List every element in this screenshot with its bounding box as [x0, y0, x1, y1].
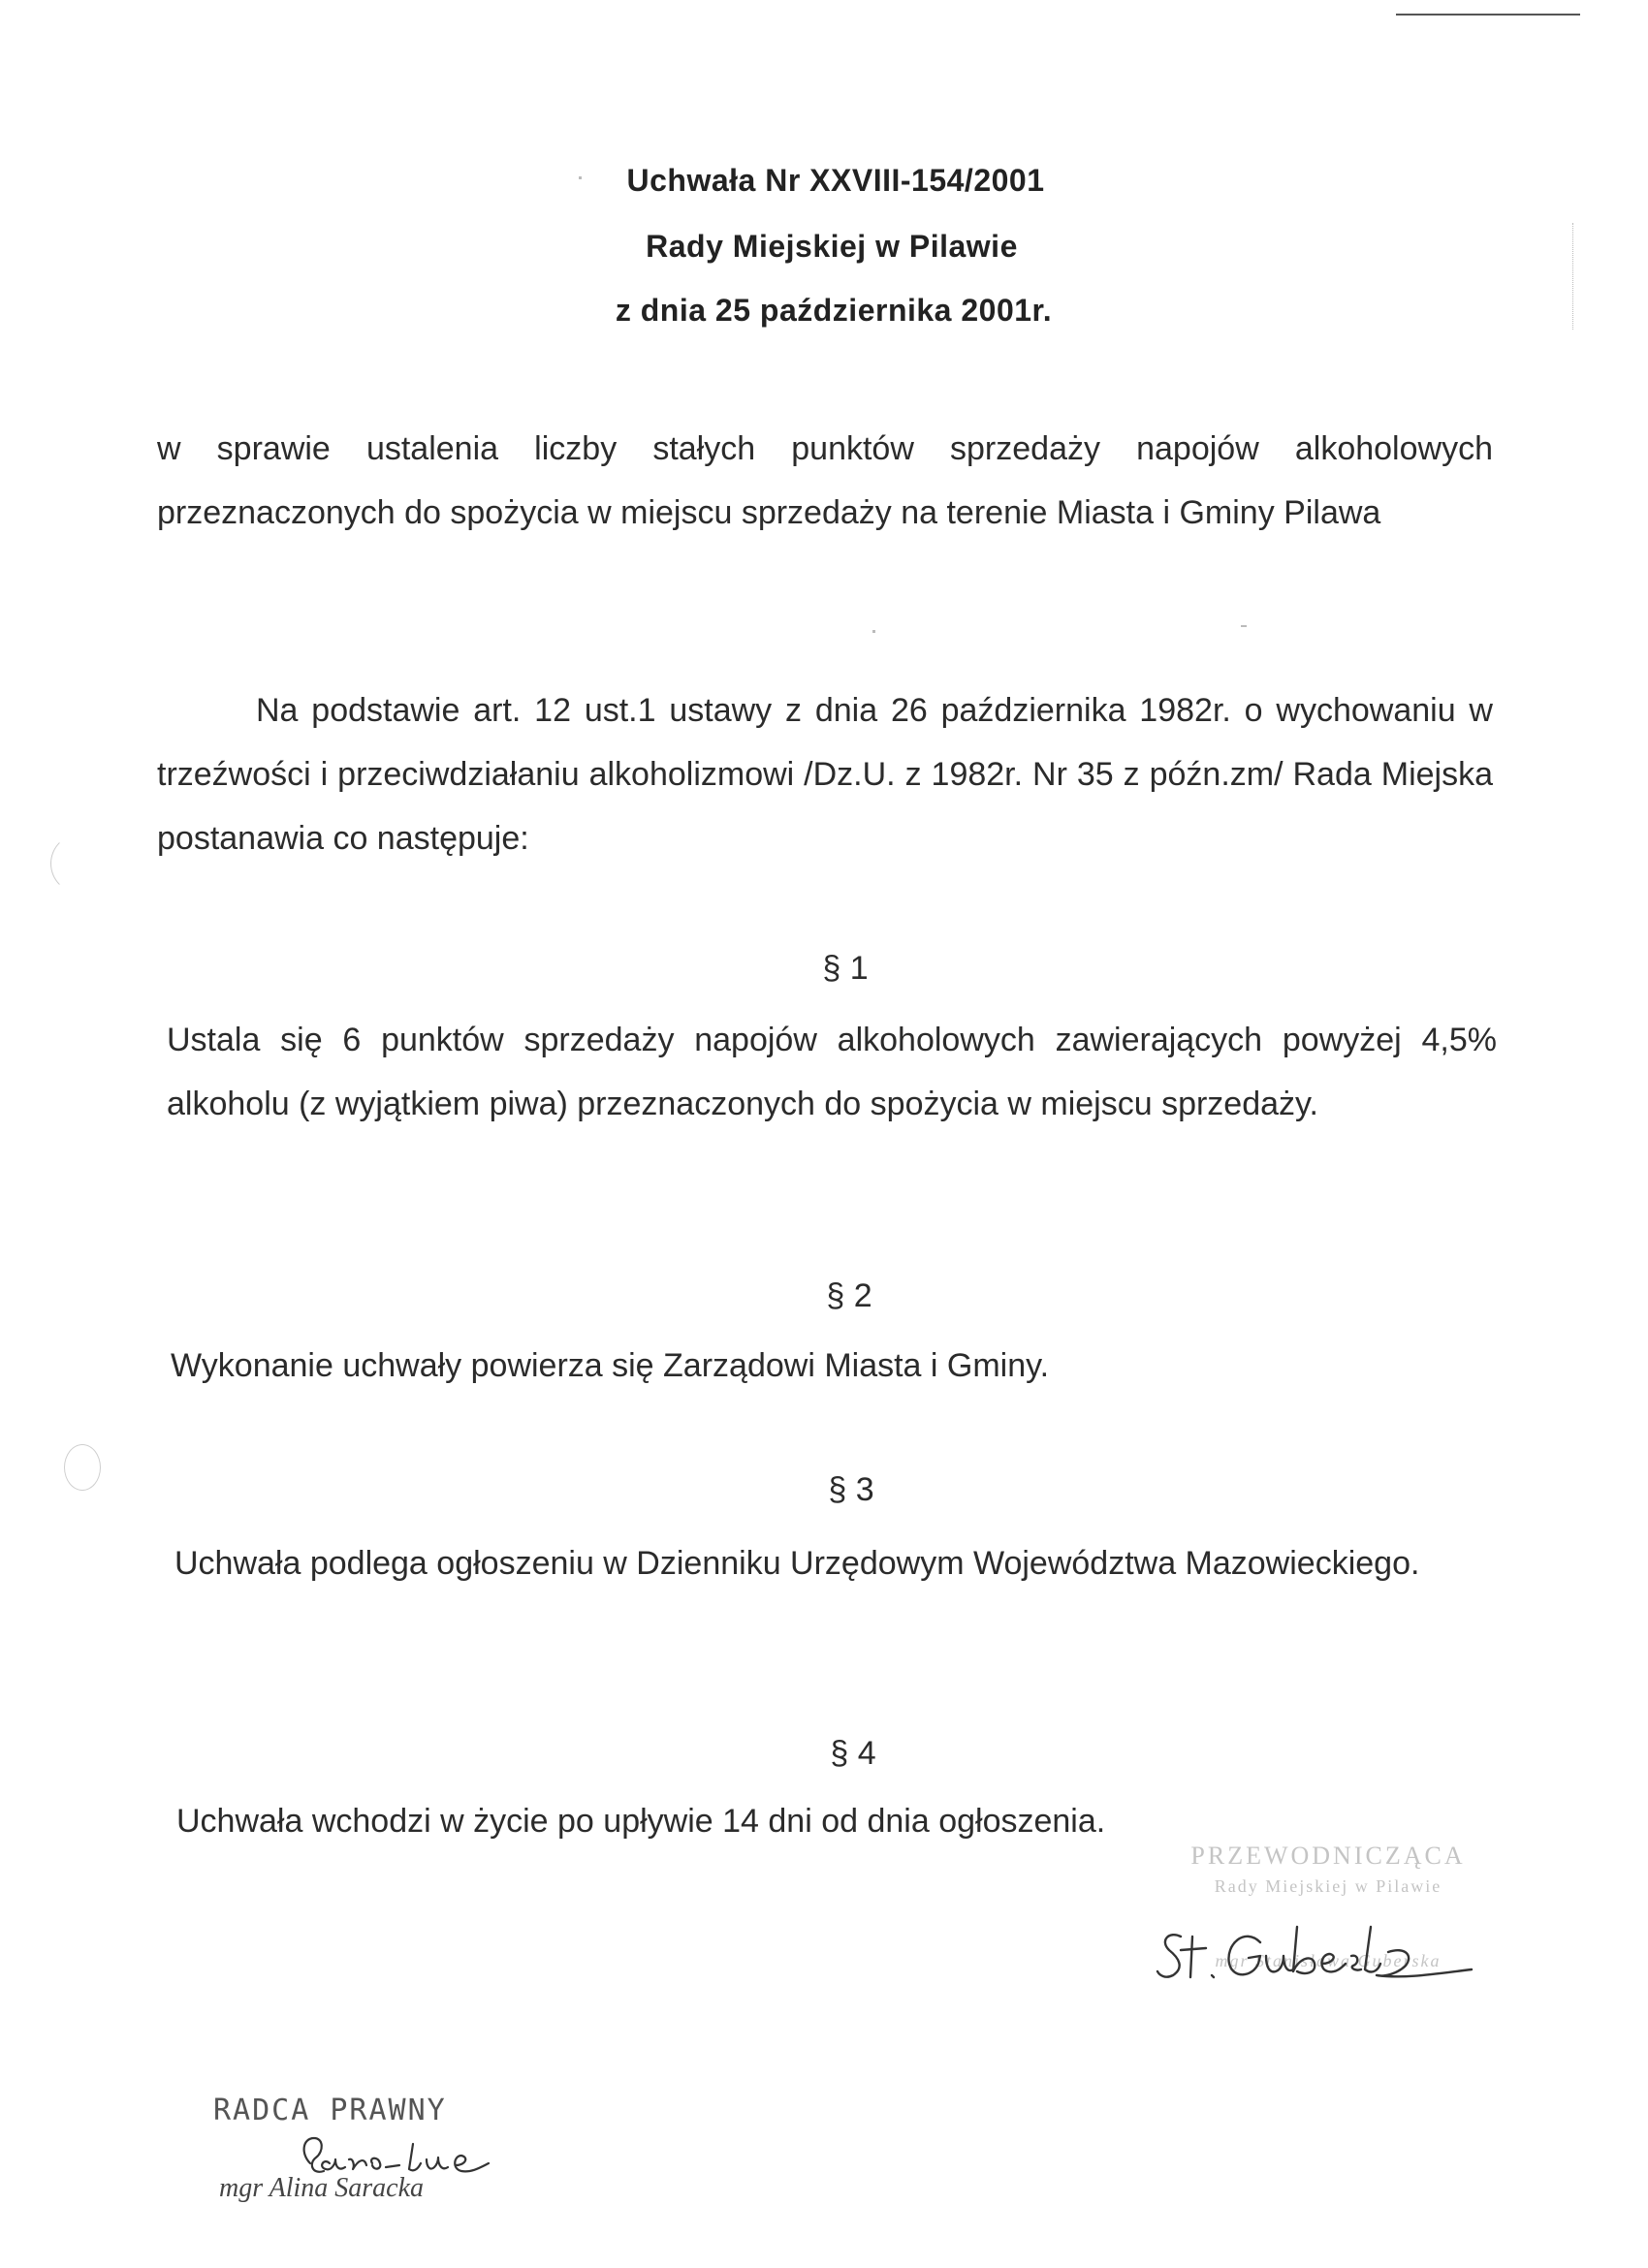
- section-body: Wykonanie uchwały powierza się Zarządowi Miasta i Gminy.: [171, 1347, 1050, 1384]
- legal-advisor-stamp-name: mgr Alina Saracka: [219, 2173, 425, 2203]
- scan-speck: [1241, 625, 1247, 627]
- legal-advisor-signature: [291, 2125, 504, 2192]
- legal-basis-paragraph: Na podstawie art. 12 ust.1 ustawy z dnia 26 października 1982r. o wychowaniu w trzeźwości i przeciwdziałaniu alkoholizmowi /Dz.U. z 1982r. Nr 35 z późn.zm/ Rada Miejska postanawia co następuje:: [157, 692, 1493, 857]
- chairperson-stamp-title: PRZEWODNICZĄCA: [1190, 1842, 1466, 1870]
- section-body: Uchwała wchodzi w życie po upływie 14 dni od dnia ogłoszenia.: [176, 1803, 1106, 1840]
- section-heading: § 3: [828, 1471, 874, 1508]
- resolution-issuer: Rady Miejskiej w Pilawie: [646, 229, 1018, 264]
- chairperson-stamp-name: mgr Stanisława Guberska: [1215, 1951, 1442, 1970]
- chairperson-signature: [1152, 1907, 1501, 2004]
- section-body: Uchwała podlega ogłoszeniu w Dzienniku Urzędowym Województwa Mazowieckiego.: [174, 1545, 1420, 1582]
- resolution-date: z dnia 25 października 2001r.: [615, 293, 1053, 328]
- resolution-subject: w sprawie ustalenia liczby stałych punktów sprzedaży napojów alkoholowych przeznaczonych do spożycia w miejscu sprzedaży na terenie Miasta i Gminy Pilawa: [157, 430, 1493, 531]
- scan-edge-line: [1396, 14, 1580, 16]
- section-heading: § 4: [830, 1735, 876, 1772]
- punch-hole-mark: [50, 834, 111, 894]
- chairperson-stamp-org: Rady Miejskiej w Pilawie: [1214, 1876, 1442, 1896]
- section-heading: § 1: [822, 950, 869, 987]
- resolution-number: Uchwała Nr XXVIII-154/2001: [626, 163, 1045, 198]
- legal-advisor-stamp-title: RADCA PRAWNY: [213, 2094, 447, 2127]
- section-body: Ustala się 6 punktów sprzedaży napojów alkoholowych zawierających powyżej 4,5% alkoholu (z wyjątkiem piwa) przeznaczonych do spożycia w miejscu sprzedaży.: [167, 1022, 1497, 1122]
- section-heading: § 2: [826, 1277, 872, 1314]
- scan-speck: [872, 630, 875, 633]
